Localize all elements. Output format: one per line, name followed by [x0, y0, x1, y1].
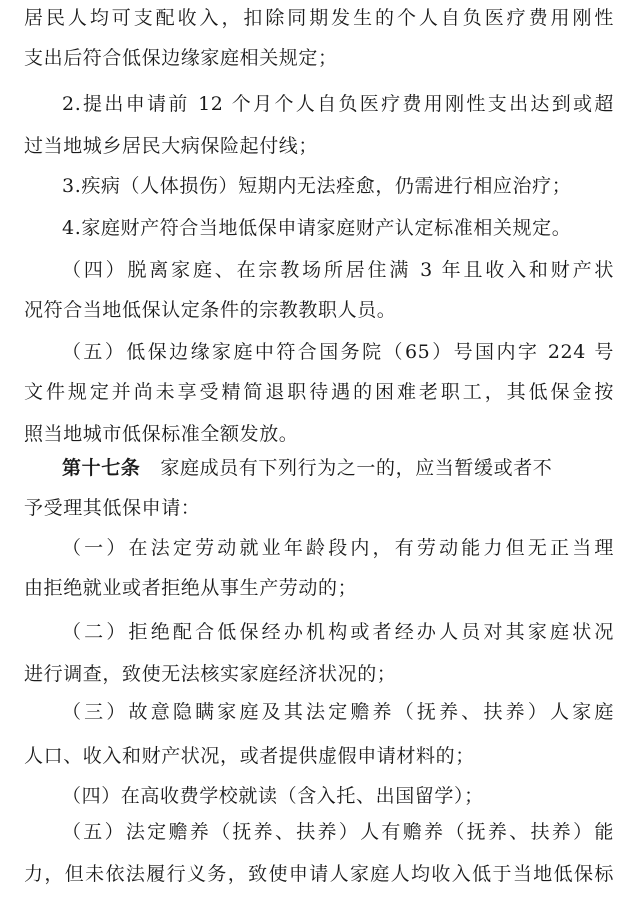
text-line: 人口、收入和财产状况，或者提供虚假申请材料的；: [24, 745, 475, 767]
text-line: 文件规定并尚未享受精简退职待遇的困难老职工，其低保金按: [24, 381, 614, 403]
text-line: 力，但未依法履行义务，致使申请人家庭人均收入低于当地低保标: [24, 863, 614, 885]
text-line: （三）故意隐瞒家庭及其法定赡养（抚养、扶养）人家庭: [62, 701, 614, 723]
text-line: 过当地城乡居民大病保险起付线；: [24, 135, 319, 157]
text-line: 4.家庭财产符合当地低保申请家庭财产认定标准相关规定。: [62, 217, 572, 239]
text-line: 况符合当地低保认定条件的宗教教职人员。: [24, 299, 397, 321]
text-line: （五）法定赡养（抚养、扶养）人有赡养（抚养、扶养）能: [62, 821, 614, 843]
article-heading: 第十七条: [62, 457, 141, 479]
text-line: 3.疾病（人体损伤）短期内无法痊愈，仍需进行相应治疗；: [62, 175, 572, 197]
text-line: 2.提出申请前 12 个月个人自负医疗费用刚性支出达到或超: [62, 93, 614, 115]
text-line: 予受理其低保申请：: [24, 497, 201, 519]
text-line: （四）在高收费学校就读（含入托、出国留学）；: [62, 785, 484, 807]
text-line: （五）低保边缘家庭中符合国务院（65）号国内字 224 号: [62, 341, 614, 363]
article-line: [62, 456, 614, 480]
article-text: 家庭成员有下列行为之一的，应当暂缓或者不: [160, 457, 553, 479]
text-line: 支出后符合低保边缘家庭相关规定；: [24, 47, 338, 69]
text-line: 照当地城市低保标准全额发放。: [24, 423, 299, 445]
text-line: 进行调查，致使无法核实家庭经济状况的；: [24, 663, 397, 685]
text-line: （二）拒绝配合低保经办机构或者经办人员对其家庭状况: [62, 621, 614, 643]
text-line: 居民人均可支配收入，扣除同期发生的个人自负医疗费用刚性: [24, 7, 614, 29]
text-line: 由拒绝就业或者拒绝从事生产劳动的；: [24, 577, 358, 599]
text-line: （一）在法定劳动就业年龄段内，有劳动能力但无正当理: [62, 537, 614, 559]
text-line: （四）脱离家庭、在宗教场所居住满 3 年且收入和财产状: [62, 259, 614, 281]
